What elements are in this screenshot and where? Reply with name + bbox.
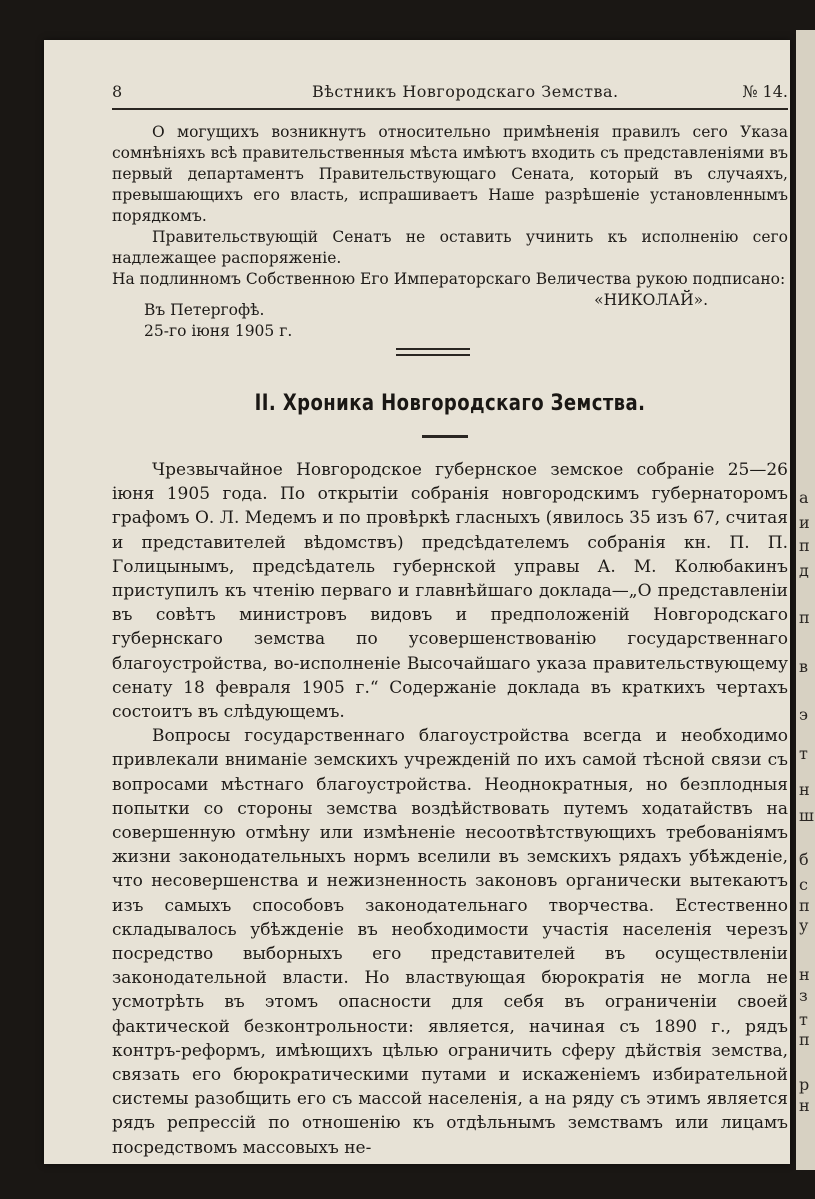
decree-text (112, 122, 788, 311)
adjacent-glyph: а (799, 488, 809, 507)
chronicle-paragraph: Вопросы государственнаго благоустройства всегда и необходимо привлекали вниманіе земскихъ учрежденій по ихъ самой тѣсной связи съ вопросами мѣстнаго благоустройства. Неоднократныя, но безплодныя попытки со стороны земства воздѣйствовать путемъ ходатайствъ на совершенную отмѣну или измѣненіе несоотвѣтствующихъ требованіямъ жизни законодательныхъ нормъ вселили въ земскихъ рядахъ убѣжденіе, что несовершенства и нежизненность законовъ органически вытекаютъ изъ самыхъ способовъ законодательнаго творчества. Естественно складывалось убѣжденіе въ необходимости участія населенія черезъ посредство выборныхъ его представителей въ осуществленіи законодательной власти. Но властвующая бюрократія не могла не усмотрѣть въ этомъ опасности для себя въ ограниченіи своей фактической безконтрольности: является, начиная съ 1890 г., рядъ контръ-реформъ, имѣющихъ цѣлью ограничить сферу дѣйствія земства, связать его бюрократическими путами и искаженіемъ избирательной системы разобщить его съ массой населенія, а на ряду съ этимъ является рядъ репрессій по отношенію къ отдѣльнымъ земствамъ или лицамъ посредствомъ массовыхъ не- (112, 726, 788, 1158)
adjacent-glyph: в (799, 657, 809, 676)
adjacent-glyph: н (799, 1096, 810, 1115)
adjacent-glyph: п (799, 608, 810, 627)
adjacent-glyph: э (799, 705, 808, 724)
adjacent-glyph: с (799, 875, 808, 894)
running-head (112, 82, 788, 110)
signed-line: На подлинномъ Собственною Его Императорскаго Величества рукою подписано: (112, 270, 786, 288)
adjacent-glyph: ш (799, 806, 814, 825)
adjacent-glyph: п (799, 896, 810, 915)
adjacent-glyph: б (799, 850, 809, 869)
adjacent-glyph: н (799, 965, 810, 984)
page-number: 8 (112, 82, 123, 101)
decree-paragraph: О могущихъ возникнутъ относительно примѣненія правилъ сего Указа сомнѣніяхъ всѣ правительственныя мѣста имѣютъ входить съ представленіями въ первый департаментъ Правительствующаго Сената, который въ случаяхъ, превышающихъ его власть, испрашиваетъ Нашe разрѣшеніе установленнымъ порядкомъ. (112, 123, 788, 225)
section-heading: II. Хроника Новгородскаго Земства. (254, 391, 646, 416)
adjacent-glyph: п (799, 1030, 810, 1049)
adjacent-glyph: з (799, 986, 808, 1005)
adjacent-glyph: у (799, 916, 809, 935)
adjacent-glyph: н (799, 780, 810, 799)
double-divider (396, 348, 470, 356)
signature: «НИКОЛАЙ». (594, 291, 708, 309)
adjacent-glyph: и (799, 513, 810, 532)
issue-number: № 14. (742, 82, 788, 101)
page (44, 40, 790, 1164)
short-divider (422, 435, 468, 438)
adjacent-glyph: п (799, 536, 810, 555)
date-line: 25-го іюня 1905 г. (144, 322, 293, 340)
adjacent-page-edge (796, 30, 815, 1170)
adjacent-glyph: д (799, 561, 809, 580)
adjacent-glyph: т (799, 744, 808, 763)
chronicle-text (112, 458, 788, 1160)
adjacent-glyph: т (799, 1010, 808, 1029)
decree-paragraph: Правительствующій Сенатъ не оставить учинить къ исполненію сего надлежащее распоряженіе. (112, 228, 788, 267)
journal-title: Вѣстникъ Новгородскаго Земства. (312, 82, 619, 101)
place-line: Въ Петергофѣ. (144, 301, 265, 319)
adjacent-glyph: р (799, 1075, 810, 1094)
chronicle-paragraph: Чрезвычайное Новгородское губернское земское собраніе 25—26 іюня 1905 года. По открытіи собранія новгородскимъ губернаторомъ графомъ О. Л. Медемъ и по провѣркѣ гласныхъ (явилось 35 изъ 67, считая и представителей вѣдомствъ) предсѣдателемъ собранія кн. П. П. Голицынымъ, предсѣдатель губернской управы А. М. Колюбакинъ приступилъ къ чтенію перваго и главнѣйшаго доклада—„О представленіи въ совѣтъ министровъ видовъ и предположеній Новгородскаго губернскаго земства по усовершенствованію государственнаго благоустройства, во-исполненіе Высочайшаго указа правительствующему сенату 18 февраля 1905 г.“ Содержаніе доклада въ краткихъ чертахъ состоитъ въ слѣдующемъ. (112, 460, 788, 723)
